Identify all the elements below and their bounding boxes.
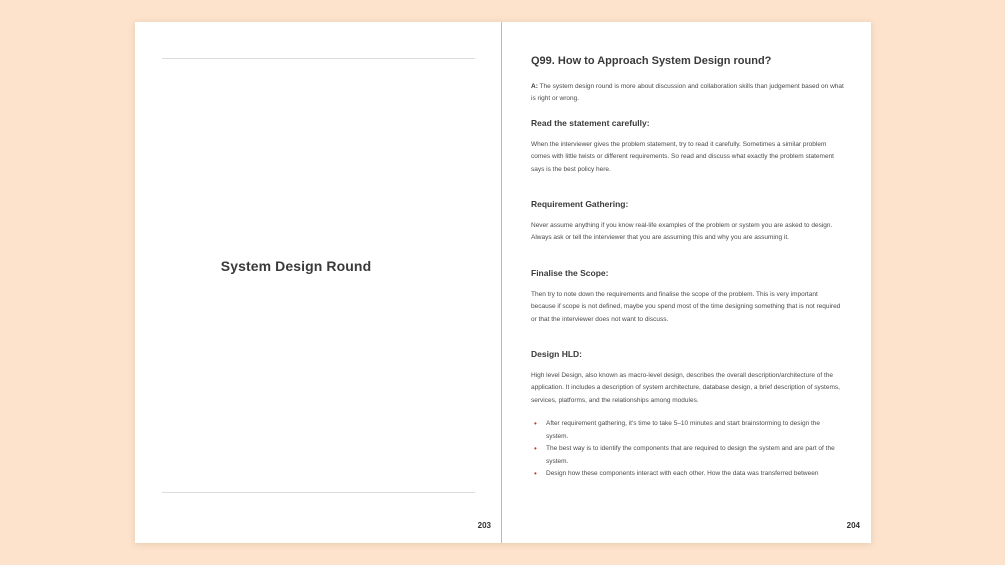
right-page <box>502 22 871 543</box>
list-item: • The best way is to identify the components that are required to design the system and are part of the system. <box>534 444 835 465</box>
section-body-finalise-scope: Then try to note down the requirements and finalise the scope of the problem. This is very important because if scope is not defined, maybe you spend most of the time designing something that is not required or that the interviewer does not want to discuss. <box>531 290 841 323</box>
top-divider <box>162 58 475 59</box>
page-number-right: 204 <box>846 521 860 530</box>
section-body-requirement-gathering: Never assume anything if you know real-life examples of the problem or system you are asked to design. Always ask or tell the interviewer that you are assuming this and why you are assuming it. <box>531 222 833 242</box>
hld-bullet-list <box>531 418 844 478</box>
section-body-design-hld: High level Design, also known as macro-level design, describes the overall description/architecture of the application. It includes a description of system architecture, database design, a brief description of systems, services, platforms, and the relationships among modules. <box>531 372 840 404</box>
book-spread <box>135 22 871 543</box>
section-heading-requirement-gathering: Requirement Gathering: <box>531 199 629 210</box>
list-item: • After requirement gathering, it's time to take 5–10 minutes and start brainstorming to design the system. <box>534 419 821 440</box>
section-body-read-statement: When the interviewer gives the problem statement, try to read it carefully. Sometimes a similar problem comes with little twists or different requirements. So read and discuss what exactly the problem statement says is the best policy here. <box>531 140 834 173</box>
question-title: Q99. How to Approach System Design round? <box>531 55 772 67</box>
left-page <box>135 22 501 543</box>
bullet-icon: • <box>534 444 537 454</box>
list-item: • Design how these components interact with each other. How the data was transferred between <box>531 468 844 478</box>
page-number-left: 203 <box>477 521 491 530</box>
answer-text: The system design round is more about discussion and collaboration skills than judgement based on what is right or wrong. <box>531 83 844 103</box>
chapter-title: System Design Round <box>220 258 372 274</box>
bullet-icon: • <box>534 468 537 478</box>
section-heading-read-statement: Read the statement carefully: <box>531 117 650 128</box>
bottom-divider <box>162 492 475 493</box>
bullet-icon: • <box>534 419 537 429</box>
answer-label: A: <box>531 83 538 90</box>
section-heading-design-hld: Design HLD: <box>531 349 582 360</box>
page-content <box>531 54 844 478</box>
section-heading-finalise-scope: Finalise the Scope: <box>531 267 609 278</box>
answer-paragraph <box>531 81 844 106</box>
